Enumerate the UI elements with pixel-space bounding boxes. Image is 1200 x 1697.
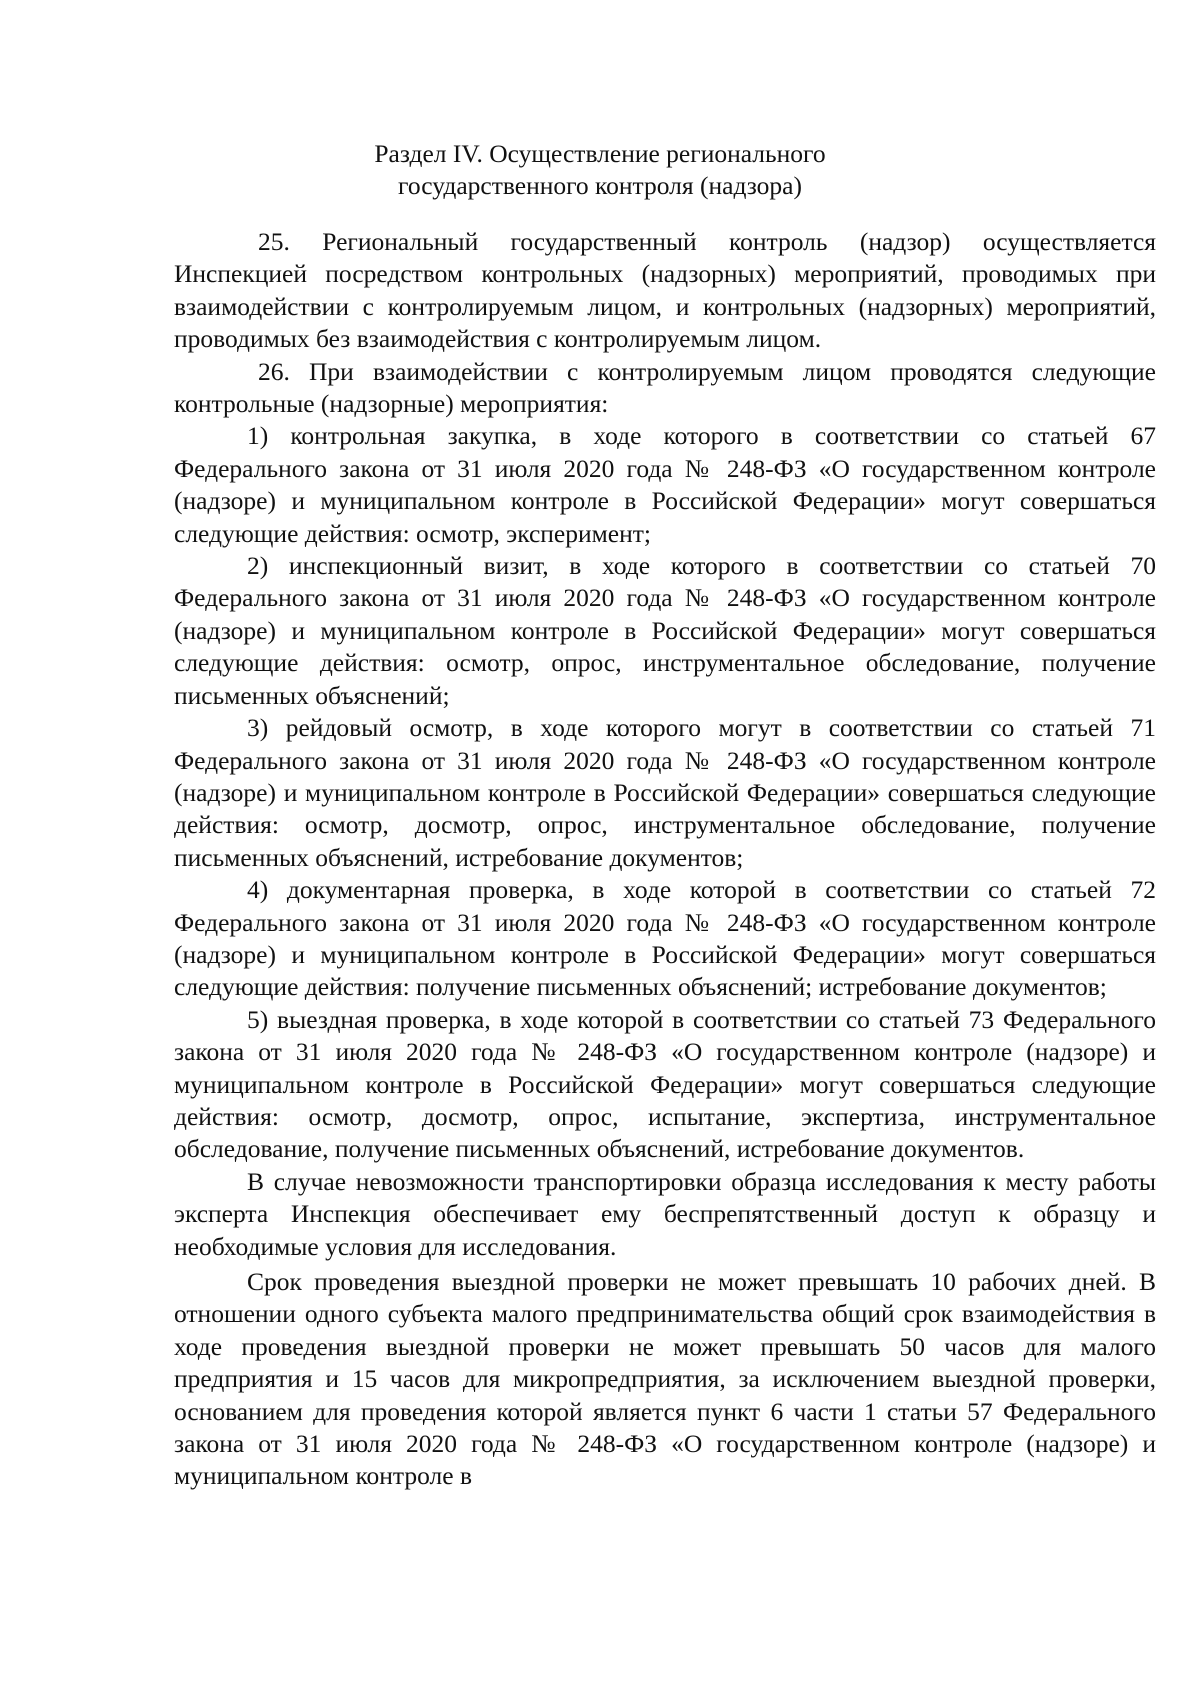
section-heading: [0, 138, 1200, 202]
paragraph-sample-access: В случае невозможности транспортировки образца исследования к месту работы эксперта Инспекция обеспечивает ему беспрепятственный доступ к образцу и необходимые условия для исследования.: [174, 1166, 1156, 1261]
list-item-5: 5) выездная проверка, в ходе которой в соответствии со статьей 73 Федерального закона от 31 июля 2020 года № 248-ФЗ «О государственном контроле (надзоре) и муниципальном контроле в Российской Федерации» могут совершаться следующие действия: осмотр, досмотр, опрос, испытание, экспертиза, инструментальное обследование, получение письменных объяснений, истребование документов.: [174, 1004, 1156, 1164]
list-item-2: 2) инспекционный визит, в ходе которого в соответствии со статьей 70 Федерального закона от 31 июля 2020 года № 248-ФЗ «О государственном контроле (надзоре) и муниципальном контроле в Российской Федерации» могут совершаться следующие действия: осмотр, опрос, инструментальное обследование, получение письменных объяснений;: [174, 551, 1156, 710]
document-body: [174, 226, 1156, 1493]
section-title-line-2: государственного контроля (надзора): [398, 171, 802, 200]
list-item-3: 3) рейдовый осмотр, в ходе которого могут в соответствии со статьей 71 Федерального закона от 31 июля 2020 года № 248-ФЗ «О государственном контроле (надзоре) и муниципальном контроле в Российской Федерации» совершаться следующие действия: осмотр, досмотр, опрос, инструментальное обследование, получение письменных объяснений, истребование документов;: [174, 713, 1156, 872]
paragraph-inspection-term: Срок проведения выездной проверки не может превышать 10 рабочих дней. В отношении одного субъекта малого предпринимательства общий срок взаимодействия в ходе проведения выездной проверки не может превышать 50 часов для малого предприятия и 15 часов для микропредприятия, за исключением выездной проверки, основанием для проведения которой является пункт 6 части 1 статьи 57 Федерального закона от 31 июля 2020 года № 248-ФЗ «О государственном контроле (надзоре) и муниципальном контроле в: [174, 1267, 1156, 1491]
list-item-1: 1) контрольная закупка, в ходе которого в соответствии со статьей 67 Федерального закона от 31 июля 2020 года № 248-ФЗ «О государственном контроле (надзоре) и муниципальном контроле в Российской Федерации» могут совершаться следующие действия: осмотр, эксперимент;: [174, 421, 1156, 548]
list-item-4: 4) документарная проверка, в ходе которой в соответствии со статьей 72 Федерального закона от 31 июля 2020 года № 248-ФЗ «О государственном контроле (надзоре) и муниципальном контроле в Российской Федерации» могут совершаться следующие действия: получение письменных объяснений; истребование документов;: [174, 875, 1156, 1002]
paragraph-26: 26. При взаимодействии с контролируемым лицом проводятся следующие контрольные (надзорные) мероприятия:: [174, 356, 1156, 419]
paragraph-25: 25. Региональный государственный контроль (надзор) осуществляется Инспекцией посредством контрольных (надзорных) мероприятий, проводимых при взаимодействии с контролируемым лицом, и контрольных (надзорных) мероприятий, проводимых без взаимодействия с контролируемым лицом.: [174, 227, 1156, 354]
section-title-line-1: Раздел IV. Осуществление регионального: [374, 139, 826, 168]
